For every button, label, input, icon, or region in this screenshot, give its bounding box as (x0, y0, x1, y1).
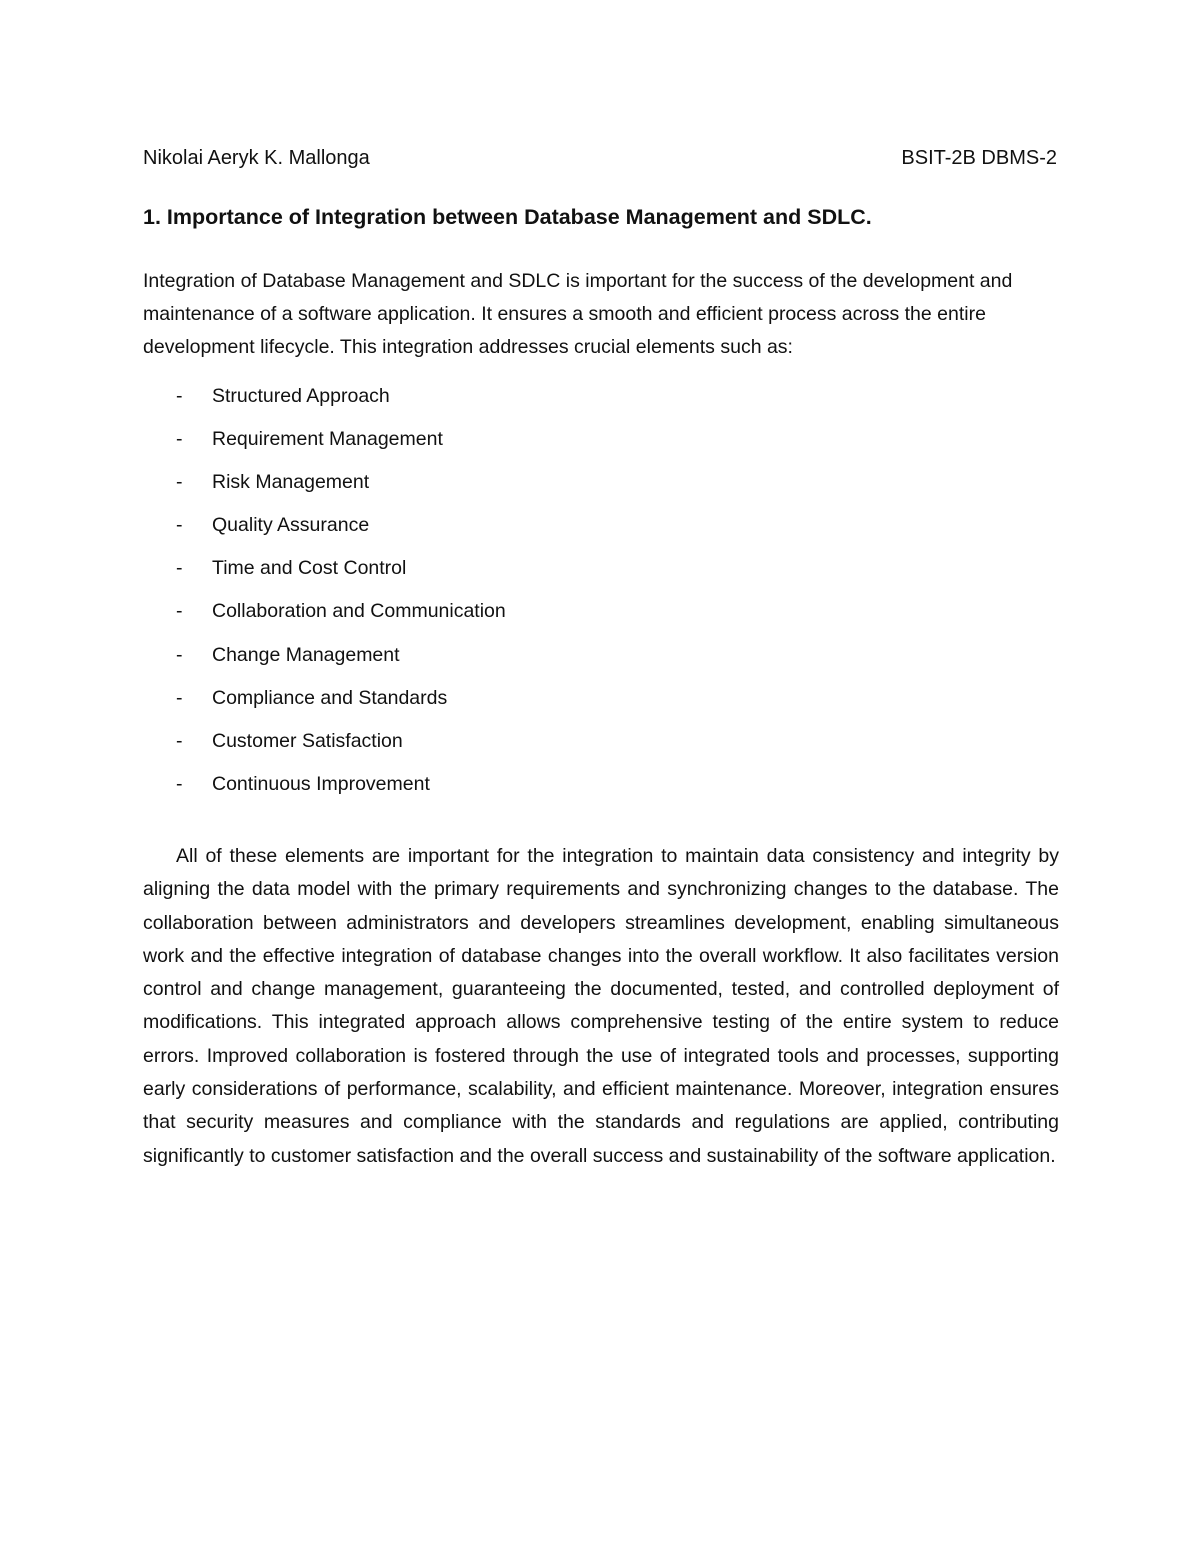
bullet-dash: - (176, 385, 183, 407)
list-item-label: Structured Approach (212, 385, 390, 407)
bullet-dash: - (176, 643, 183, 666)
author-name: Nikolai Aeryk K. Mallonga (143, 147, 370, 169)
bullet-dash: - (176, 600, 183, 623)
course-section: BSIT-2B DBMS-2 (901, 147, 1057, 169)
bullet-dash: - (176, 772, 183, 795)
list-item (143, 595, 506, 638)
list-item-label: Risk Management (212, 471, 370, 494)
list-item (143, 509, 506, 552)
list-item (143, 768, 506, 811)
bullet-dash: - (176, 471, 183, 494)
body-paragraph: All of these elements are important for the integration to maintain data consistency and integrity by aligning the data model with the primary requirements and synchronizing changes to the database. The collaboration between administrators and developers streamlines development, enabling simultaneous work and the effective integration of database changes into the overall workflow. It also facilitates version control and change management, guaranteeing the documented, tested, and controlled deployment of modifications. This integrated approach allows comprehensive testing of the entire system to reduce errors. Improved collaboration is fostered through the use of integrated tools and processes, supporting early considerations of performance, scalability, and efficient maintenance. Moreover, integration ensures that security measures and compliance with the standards and regulations are applied, contributing significantly to customer satisfaction and the overall success and sustainability of the software application. (143, 845, 1059, 1167)
bullet-dash: - (176, 557, 183, 580)
list-item (143, 423, 506, 466)
document-header (143, 143, 1057, 173)
list-item (143, 466, 506, 509)
bullet-dash: - (176, 686, 183, 709)
elements-list (143, 380, 506, 811)
list-item (143, 639, 506, 682)
list-item-label: Compliance and Standards (212, 686, 448, 709)
list-item-label: Requirement Management (212, 428, 443, 451)
list-item-label: Customer Satisfaction (212, 729, 403, 752)
list-item-label: Quality Assurance (212, 514, 370, 537)
list-item (143, 682, 506, 725)
list-item-label: Collaboration and Communication (212, 600, 506, 623)
section-heading: 1. Importance of Integration between Database Management and SDLC. (143, 205, 872, 229)
list-item-label: Time and Cost Control (212, 557, 407, 580)
intro-paragraph: Integration of Database Management and SDLC is important for the success of the development and maintenance of a software application. It ensures a smooth and efficient process across the entire development lifecycle. This integration addresses crucial elements such as: (143, 270, 1013, 358)
list-item-label: Continuous Improvement (212, 772, 430, 795)
list-item (143, 725, 506, 768)
list-item (143, 380, 506, 423)
list-item (143, 552, 506, 595)
bullet-dash: - (176, 514, 183, 537)
bullet-dash: - (176, 428, 183, 451)
list-item-label: Change Management (212, 643, 400, 666)
bullet-dash: - (176, 729, 183, 752)
